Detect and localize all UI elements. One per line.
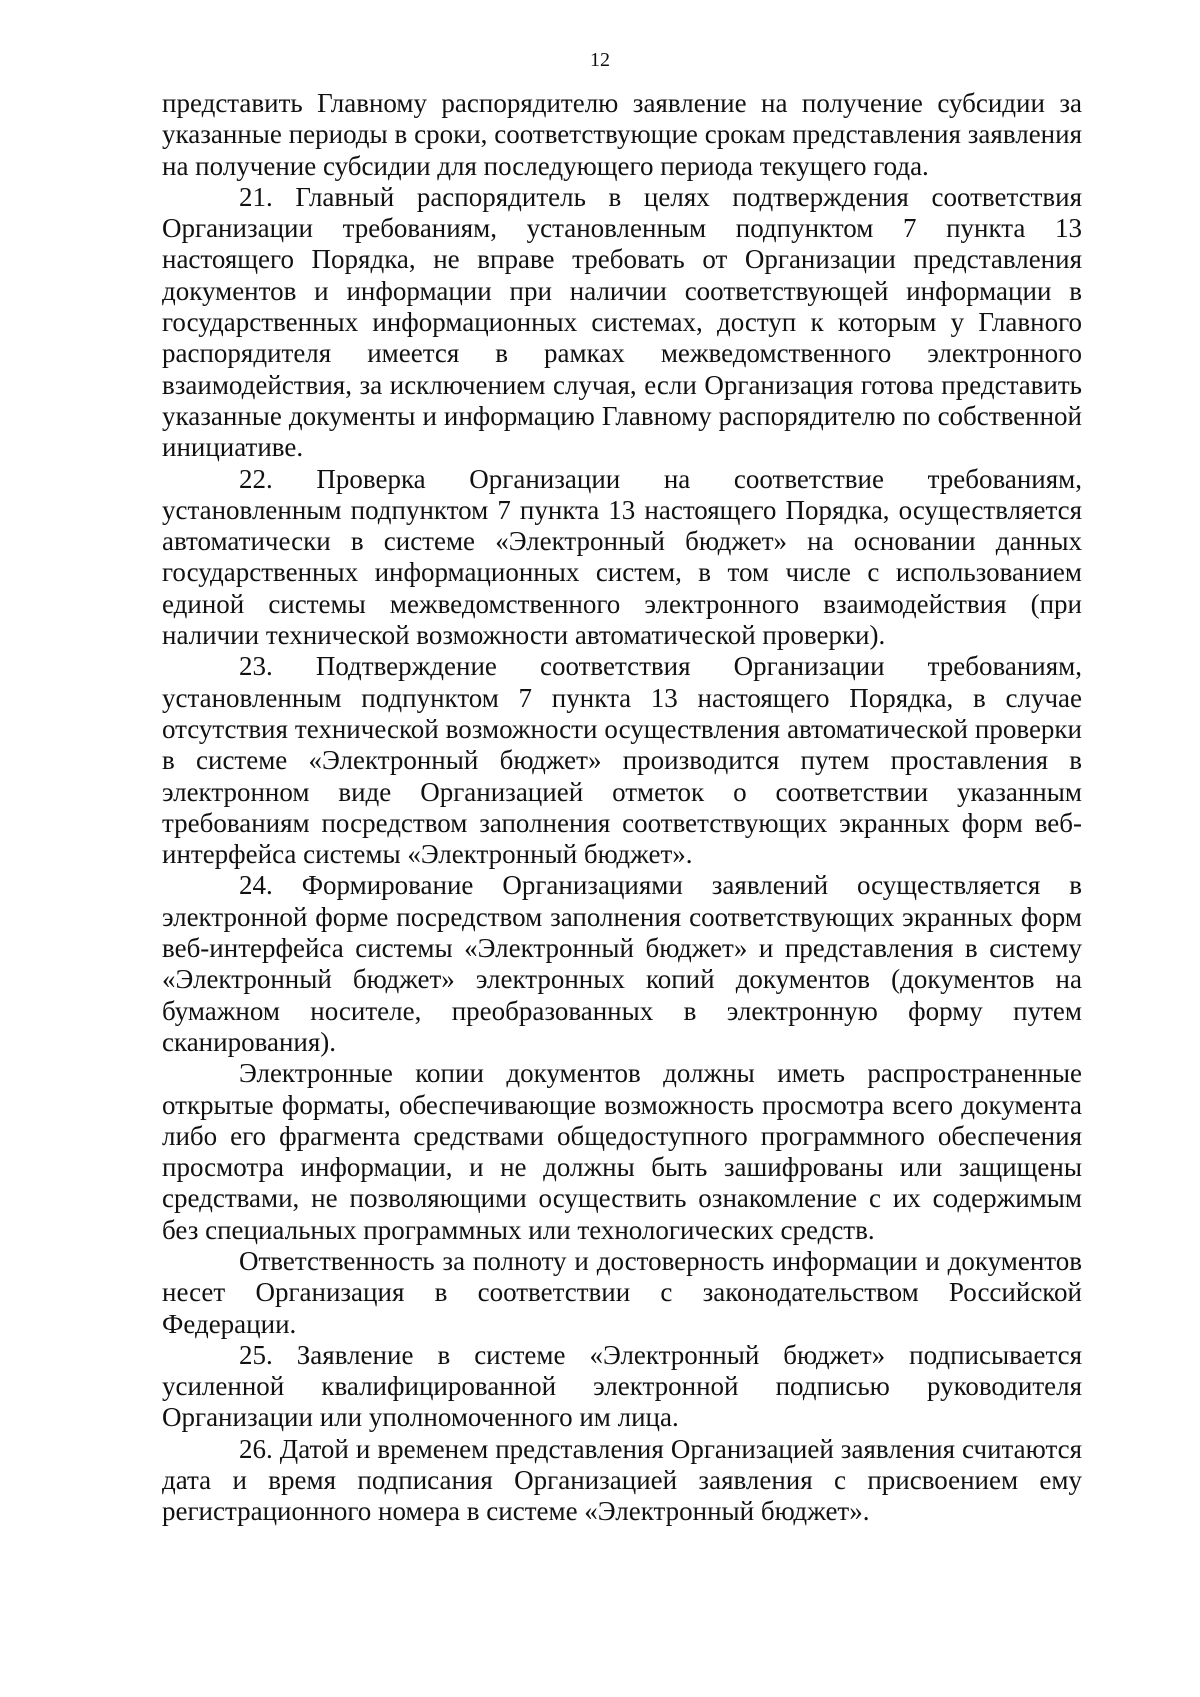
paragraph-21: 21. Главный распорядитель в целях подтверждения соответствия Организации требованиям, установленным подпунктом 7 пункта 13 настоящего Порядка, не вправе требовать от Организации представления документов и информации при наличии соответствующей информации в государственных информационных системах, доступ к которым у Главного распорядителя имеется в рамках межведомственного электронного взаимодействия, за исключением случая, если Организация готова представить указанные документы и информацию Главному распорядителю по собственной инициативе. — [162, 181, 1082, 463]
paragraph-continuation: представить Главному распорядителю заявление на получение субсидии за указанные периоды в сроки, соответствующие срокам представления заявления на получение субсидии для последующего периода текущего года. — [162, 88, 1082, 181]
document-body — [162, 88, 1082, 1528]
paragraph-26: 26. Датой и временем представления Организацией заявления считаются дата и время подписания Организацией заявления с присвоением ему регистрационного номера в системе «Электронный бюджет». — [162, 1433, 1082, 1527]
paragraph-24-responsibility: Ответственность за полноту и достоверность информации и документов несет Организация в соответствии с законодательством Российской Федерации. — [162, 1245, 1082, 1339]
paragraph-23: 23. Подтверждение соответствия Организации требованиям, установленным подпунктом 7 пункта 13 настоящего Порядка, в случае отсутствия технической возможности осуществления автоматической проверки в системе «Электронный бюджет» производится путем проставления в электронном виде Организацией отметок о соответствии указанным требованиям посредством заполнения соответствующих экранных форм веб-интерфейса системы «Электронный бюджет». — [162, 651, 1082, 870]
paragraph-22: 22. Проверка Организации на соответствие требованиям, установленным подпунктом 7 пункта 13 настоящего Порядка, осуществляется автоматически в системе «Электронный бюджет» на основании данных государственных информационных систем, в том числе с использованием единой системы межведомственного электронного взаимодействия (при наличии технической возможности автоматической проверки). — [162, 463, 1082, 651]
paragraph-25: 25. Заявление в системе «Электронный бюджет» подписывается усиленной квалифицированной электронной подписью руководителя Организации или уполномоченного им лица. — [162, 1339, 1082, 1433]
page-number: 12 — [590, 49, 610, 71]
paragraph-24-electronic-copies: Электронные копии документов должны иметь распространенные открытые форматы, обеспечивающие возможность просмотра всего документа либо его фрагмента средствами общедоступного программного обеспечения просмотра информации, и не должны быть зашифрованы или защищены средствами, не позволяющими осуществить ознакомление с их содержимым без специальных программных или технологических средств. — [162, 1058, 1082, 1245]
paragraph-24: 24. Формирование Организациями заявлений осуществляется в электронной форме посредством заполнения соответствующих экранных форм веб-интерфейса системы «Электронный бюджет» и представления в систему «Электронный бюджет» электронных копий документов (документов на бумажном носителе, преобразованных в электронную форму путем сканирования). — [162, 870, 1082, 1057]
